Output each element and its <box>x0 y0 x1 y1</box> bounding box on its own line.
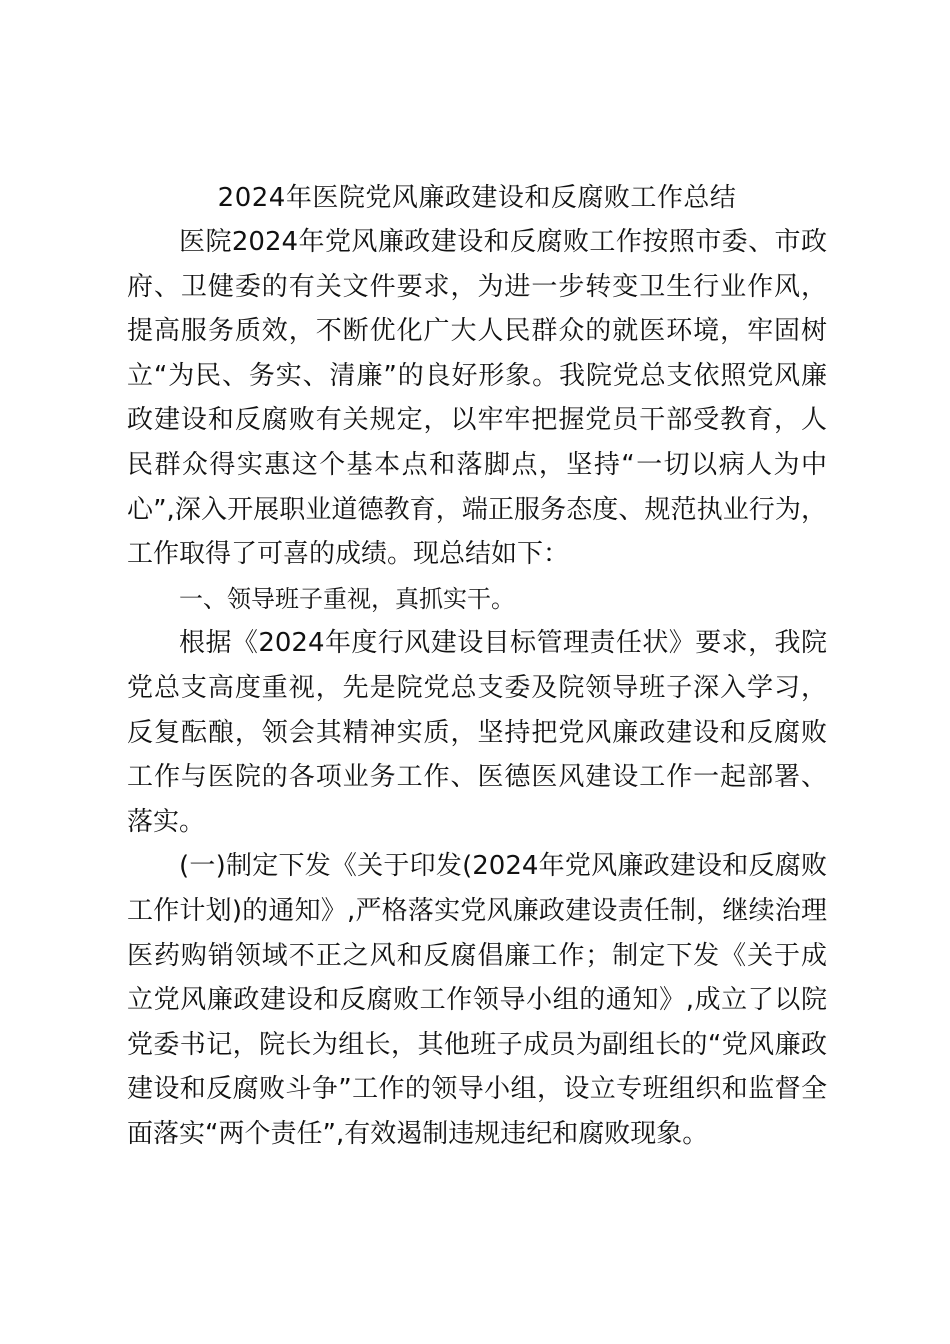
section-1-item-1-paragraph: (一)制定下发《关于印发(2024年党风廉政建设和反腐败工作计划)的通知》,严格落实党风廉政建设责任制，继续治理医药购销领域不正之风和反腐倡廉工作；制定下发《关于成立党风廉政建设和反腐败工作领导小组的通知》,成立了以院党委书记，院长为组长，其他班子成员为副组长的“党风廉政建设和反腐败斗争”工作的领导小组，设立专班组织和监督全面落实“两个责任”,有效遏制违规违纪和腐败现象。 <box>127 851 827 1149</box>
section-1-heading: 一、领导班子重视，真抓实干。 <box>179 584 515 613</box>
document-title: 2024年医院党风廉政建设和反腐败工作总结 <box>217 183 737 213</box>
intro-paragraph: 医院2024年党风廉政建设和反腐败工作按照市委、市政府、卫健委的有关文件要求，为进一步转变卫生行业作风，提高服务质效，不断优化广大人民群众的就医环境，牢固树立“为民、务实、清廉”的良好形象。我院党总支依照党风廉政建设和反腐败有关规定，以牢牢把握党员干部受教育，人民群众得实惠这个基本点和落脚点，坚持“一切以病人为中心”,深入开展职业道德教育，端正服务态度、规范执业行为，工作取得了可喜的成绩。现总结如下： <box>127 227 827 570</box>
section-1-paragraph: 根据《2024年度行风建设目标管理责任状》要求，我院党总支高度重视，先是院党总支委及院领导班子深入学习，反复酝酿，领会其精神实质，坚持把党风廉政建设和反腐败工作与医院的各项业务工作、医德医风建设工作一起部署、落实。 <box>127 628 827 837</box>
document-body <box>127 176 827 1156</box>
